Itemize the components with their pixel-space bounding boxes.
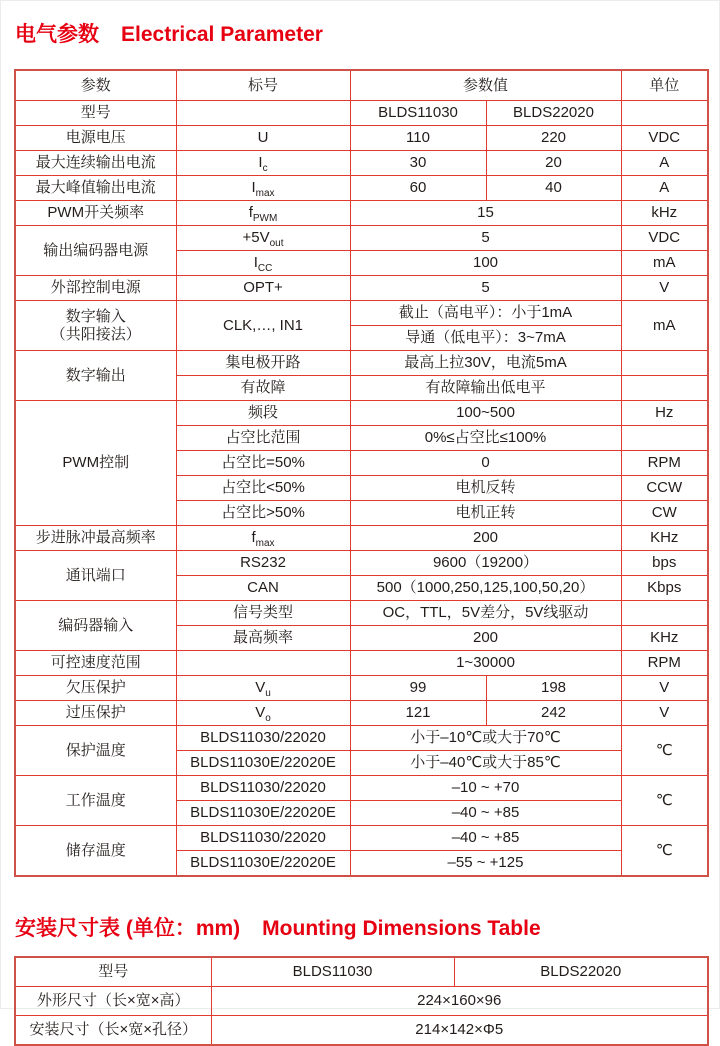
- cell-unit: Kbps: [621, 576, 708, 601]
- table-row: [15, 701, 708, 726]
- cell-param: 型号: [15, 101, 176, 126]
- table-row: [15, 401, 708, 426]
- mounting-title-en: Mounting Dimensions Table: [262, 917, 541, 940]
- cell-unit: RPM: [621, 651, 708, 676]
- cell-value-2: 242: [486, 701, 621, 726]
- table-row: [15, 201, 708, 226]
- cell-symbol: CLK,…, IN1: [176, 301, 350, 351]
- cell-symbol: [176, 651, 350, 676]
- symbol-sub: out: [269, 238, 284, 250]
- cell-unit: mA: [621, 301, 708, 351]
- cell-value-1: BLDS11030: [350, 101, 486, 126]
- table-row: [15, 551, 708, 576]
- mounting-title-cn: 安装尺寸表 (单位：mm): [15, 917, 241, 940]
- cell-unit: CCW: [621, 476, 708, 501]
- page-title: [1, 1, 719, 48]
- table-row: [15, 726, 708, 751]
- cell-symbol: 占空比=50%: [176, 451, 350, 476]
- cell-symbol: [176, 201, 350, 226]
- cell-symbol: [176, 701, 350, 726]
- cell-unit: ℃: [621, 726, 708, 776]
- cell-unit: VDC: [621, 126, 708, 151]
- cell-param: 储存温度: [15, 826, 176, 877]
- cell-value: 截止（高电平）：小于1mA: [350, 301, 621, 326]
- cell-symbol: U: [176, 126, 350, 151]
- cell-symbol: 信号类型: [176, 601, 350, 626]
- cell-unit: [621, 376, 708, 401]
- cell-param: 工作温度: [15, 776, 176, 826]
- cell-symbol: [176, 226, 350, 251]
- cell-param: [15, 301, 176, 351]
- cell-symbol: BLDS11030E/22020E: [176, 801, 350, 826]
- table-row: [15, 676, 708, 701]
- symbol-sub: CC: [257, 263, 273, 275]
- header-value: 参数值: [350, 70, 621, 101]
- cell-unit: Hz: [621, 401, 708, 426]
- table-row: [15, 826, 708, 851]
- cell-unit: KHz: [621, 626, 708, 651]
- cell-value: 224×160×96: [211, 987, 708, 1016]
- cell-param: 编码器输入: [15, 601, 176, 651]
- symbol-sub: max: [255, 188, 275, 200]
- cell-symbol: 占空比范围: [176, 426, 350, 451]
- param-line: （共阳接法）: [50, 325, 141, 343]
- symbol-base: V: [255, 679, 266, 697]
- symbol-base: f: [248, 204, 253, 222]
- table-header-row: [15, 70, 708, 101]
- cell-value-1: 121: [350, 701, 486, 726]
- cell-value: 导通（低电平）：3~7mA: [350, 326, 621, 351]
- table-row: [15, 601, 708, 626]
- cell-value: 100~500: [350, 401, 621, 426]
- cell-symbol: 占空比<50%: [176, 476, 350, 501]
- cell-value: –40 ~ +85: [350, 801, 621, 826]
- cell-unit: [621, 601, 708, 626]
- symbol-base: I: [258, 154, 263, 172]
- table-row: [15, 526, 708, 551]
- cell-value: 100: [350, 251, 621, 276]
- cell-unit: V: [621, 701, 708, 726]
- cell-value: 小于–40℃或大于85℃: [350, 751, 621, 776]
- cell-param: 电源电压: [15, 126, 176, 151]
- cell-value: 500（1000,250,125,100,50,20）: [350, 576, 621, 601]
- cell-param: PWM开关频率: [15, 201, 176, 226]
- cell-symbol: 有故障: [176, 376, 350, 401]
- cell-symbol: BLDS11030/22020: [176, 826, 350, 851]
- table-row: [15, 776, 708, 801]
- cell-param: 保护温度: [15, 726, 176, 776]
- cell-value: 5: [350, 276, 621, 301]
- cell-value: 200: [350, 626, 621, 651]
- cell-unit: RPM: [621, 451, 708, 476]
- cell-value: –40 ~ +85: [350, 826, 621, 851]
- cell-unit: ℃: [621, 776, 708, 826]
- symbol-sub: PWM: [252, 213, 278, 225]
- cell-unit: A: [621, 176, 708, 201]
- cell-value: 最高上拉30V，电流5mA: [350, 351, 621, 376]
- cell-symbol: BLDS11030/22020: [176, 726, 350, 751]
- cell-symbol: BLDS11030E/22020E: [176, 851, 350, 877]
- cell-value: 5: [350, 226, 621, 251]
- cell-unit: mA: [621, 251, 708, 276]
- cell-symbol: [176, 676, 350, 701]
- cell-value-1: 99: [350, 676, 486, 701]
- cell-param: 欠压保护: [15, 676, 176, 701]
- cell-unit: [621, 426, 708, 451]
- cell-unit: [621, 351, 708, 376]
- table-row: [15, 176, 708, 201]
- cell-param: 最大峰值输出电流: [15, 176, 176, 201]
- cell-symbol: [176, 526, 350, 551]
- table-row: [15, 126, 708, 151]
- cell-value: 小于–10℃或大于70℃: [350, 726, 621, 751]
- symbol-base: I: [251, 179, 256, 197]
- cell-value-2: 20: [486, 151, 621, 176]
- table-row: [15, 351, 708, 376]
- cell-symbol: [176, 176, 350, 201]
- cell-value: 1~30000: [350, 651, 621, 676]
- section-title-mounting: [1, 877, 719, 942]
- cell-symbol: [176, 251, 350, 276]
- symbol-sub: u: [265, 688, 271, 700]
- cell-value-2: 40: [486, 176, 621, 201]
- cell-param: 外部控制电源: [15, 276, 176, 301]
- cell-param: 步进脉冲最高频率: [15, 526, 176, 551]
- cell-unit: bps: [621, 551, 708, 576]
- cell-unit: V: [621, 676, 708, 701]
- cell-value: OC，TTL，5V差分，5V线驱动: [350, 601, 621, 626]
- cell-unit: VDC: [621, 226, 708, 251]
- cell-param: 输出编码器电源: [15, 226, 176, 276]
- cell-label: 安装尺寸（长×宽×孔径）: [15, 1016, 211, 1046]
- page-title-cn: 电气参数: [15, 23, 99, 46]
- table-row: [15, 226, 708, 251]
- cell-symbol: 频段: [176, 401, 350, 426]
- cell-value: 有故障输出低电平: [350, 376, 621, 401]
- header-model-1: BLDS11030: [211, 957, 454, 987]
- cell-symbol: RS232: [176, 551, 350, 576]
- cell-symbol: 集电极开路: [176, 351, 350, 376]
- table-row: [15, 151, 708, 176]
- cell-unit: ℃: [621, 826, 708, 877]
- header-param: 参数: [15, 70, 176, 101]
- cell-value: 214×142×Φ5: [211, 1016, 708, 1046]
- cell-value: 9600（19200）: [350, 551, 621, 576]
- table-row: [15, 301, 708, 326]
- cell-value-2: 220: [486, 126, 621, 151]
- cell-unit: kHz: [621, 201, 708, 226]
- param-line: 数字输入: [65, 308, 126, 326]
- cell-value: 电机反转: [350, 476, 621, 501]
- header-model: 型号: [15, 957, 211, 987]
- cell-symbol: OPT+: [176, 276, 350, 301]
- symbol-sub: c: [262, 163, 268, 175]
- table-row: [15, 101, 708, 126]
- cell-param: 数字输出: [15, 351, 176, 401]
- cell-unit: KHz: [621, 526, 708, 551]
- table-row: [15, 987, 708, 1016]
- symbol-base: f: [251, 529, 256, 547]
- cell-unit: A: [621, 151, 708, 176]
- cell-value: 0%≤占空比≤100%: [350, 426, 621, 451]
- cell-param: 通讯端口: [15, 551, 176, 601]
- cell-value: 电机正转: [350, 501, 621, 526]
- cell-unit: V: [621, 276, 708, 301]
- cell-symbol: BLDS11030/22020: [176, 776, 350, 801]
- cell-param: 最大连续输出电流: [15, 151, 176, 176]
- cell-symbol: CAN: [176, 576, 350, 601]
- symbol-base: V: [255, 704, 266, 722]
- symbol-sub: max: [255, 538, 275, 550]
- cell-param: 过压保护: [15, 701, 176, 726]
- cell-symbol: [176, 101, 350, 126]
- cell-symbol: 占空比>50%: [176, 501, 350, 526]
- header-symbol: 标号: [176, 70, 350, 101]
- cell-value-1: 110: [350, 126, 486, 151]
- symbol-sub: o: [265, 713, 271, 725]
- cell-symbol: 最高频率: [176, 626, 350, 651]
- cell-value-2: BLDS22020: [486, 101, 621, 126]
- table-row: [15, 276, 708, 301]
- header-model-2: BLDS22020: [454, 957, 708, 987]
- cell-unit: [621, 101, 708, 126]
- cell-label: 外形尺寸（长×宽×高）: [15, 987, 211, 1016]
- cell-value-2: 198: [486, 676, 621, 701]
- cell-value: –10 ~ +70: [350, 776, 621, 801]
- electrical-parameter-table: [14, 69, 709, 877]
- table-row: [15, 1016, 708, 1046]
- cell-unit: CW: [621, 501, 708, 526]
- symbol-base: I: [253, 254, 258, 272]
- cell-value-1: 60: [350, 176, 486, 201]
- cell-value: 15: [350, 201, 621, 226]
- table-row: [15, 651, 708, 676]
- cell-value-1: 30: [350, 151, 486, 176]
- page-title-en: Electrical Parameter: [121, 23, 323, 46]
- cell-param: PWM控制: [15, 401, 176, 526]
- cell-value: 0: [350, 451, 621, 476]
- mounting-dimensions-table: [14, 956, 709, 1046]
- cell-value: –55 ~ +125: [350, 851, 621, 877]
- table-header-row: [15, 957, 708, 987]
- cell-param: 可控速度范围: [15, 651, 176, 676]
- header-unit: 单位: [621, 70, 708, 101]
- cell-value: 200: [350, 526, 621, 551]
- cell-symbol: [176, 151, 350, 176]
- cell-symbol: BLDS11030E/22020E: [176, 751, 350, 776]
- symbol-base: +5V: [242, 229, 270, 247]
